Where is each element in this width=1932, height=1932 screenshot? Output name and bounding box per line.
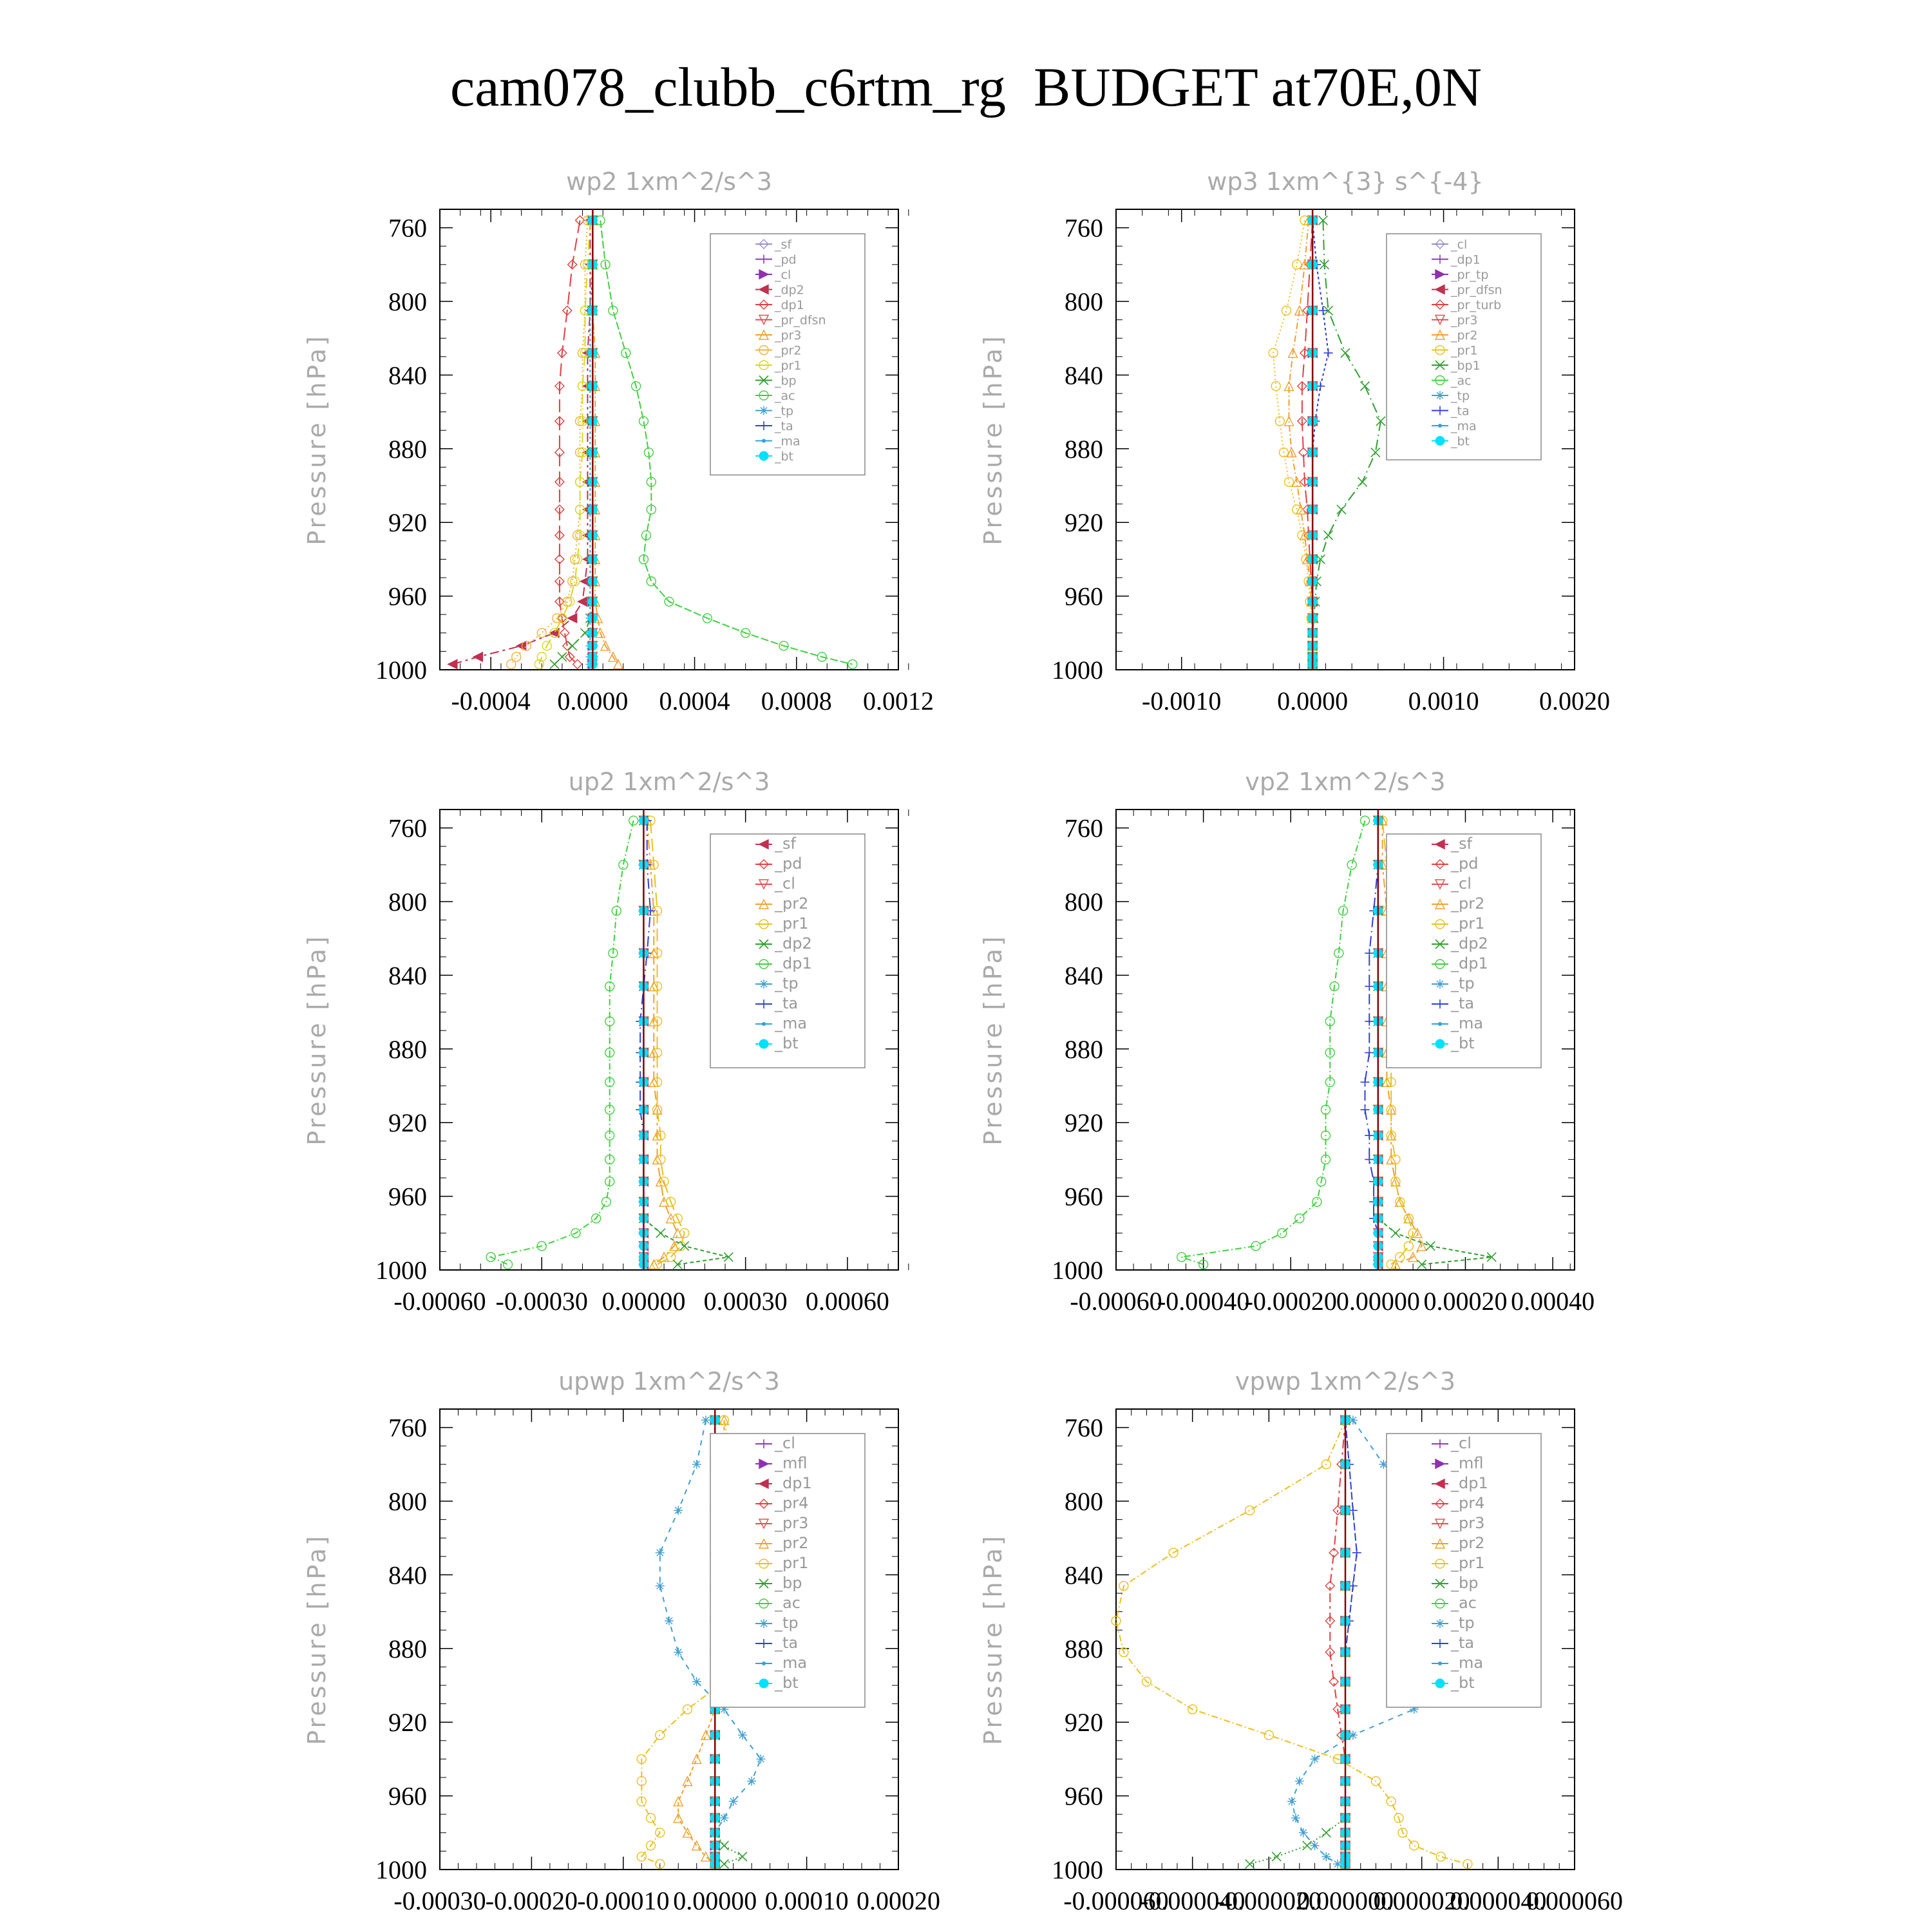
data-point [738, 1730, 747, 1739]
legend-label: _pd [775, 252, 797, 267]
y-tick-label: 920 [1065, 1708, 1103, 1738]
legend-marker [1439, 1023, 1442, 1026]
x-tick-label: 0.0000 [1277, 687, 1349, 715]
legend-label: _bp1 [1451, 359, 1481, 373]
legend-marker [762, 1023, 766, 1026]
x-tick-label: -0.000060 [1063, 1886, 1169, 1915]
y-tick-label: 960 [388, 1182, 427, 1211]
x-tick-label: 0.00000 [673, 1886, 757, 1915]
legend-label: _pd [1451, 855, 1479, 873]
legend-marker [762, 1662, 766, 1665]
legend-marker [1435, 437, 1444, 446]
legend-label: _ta [1451, 1634, 1475, 1652]
data-point [692, 1460, 701, 1469]
legend-label: _pr3 [775, 1514, 809, 1532]
data-point [1321, 1852, 1331, 1861]
legend-label: _ta [775, 994, 799, 1012]
legend-label: _ma [1451, 419, 1477, 433]
series-dp2 [448, 216, 595, 668]
data-point [747, 1777, 756, 1786]
x-tick-label: 0.0000 [557, 687, 629, 715]
legend-label: _dp1 [775, 954, 812, 972]
x-tick-label: 0.00010 [764, 1886, 849, 1915]
legend-label: _cl [1451, 238, 1468, 252]
y-tick-label: 960 [1065, 1182, 1103, 1211]
y-tick-label: 880 [388, 1034, 427, 1064]
legend-label: _pr1 [775, 359, 802, 373]
data-point [656, 1229, 665, 1238]
legend-label: _pr2 [1451, 1534, 1485, 1552]
data-point [1365, 1017, 1374, 1026]
legend-label: _ma [1451, 1654, 1484, 1672]
y-axis-label: Pressure [hPa] [979, 934, 1007, 1146]
legend-label: _dp1 [1451, 954, 1488, 972]
series-line [511, 220, 588, 664]
data-point [1361, 382, 1370, 391]
data-point [1337, 505, 1346, 514]
legend-marker [759, 1039, 768, 1048]
data-point [550, 659, 559, 668]
legend-label: _bt [1451, 1034, 1475, 1052]
y-tick-label: 880 [388, 434, 427, 464]
data-point [738, 1852, 747, 1861]
y-tick-label: 840 [388, 961, 427, 990]
legend-marker [759, 1619, 768, 1628]
data-point [1295, 1777, 1304, 1786]
legend-label: _dp2 [1451, 934, 1488, 952]
y-tick-label: 960 [388, 1781, 427, 1811]
legend-label: _pr2 [775, 343, 802, 358]
y-tick-label: 1000 [1052, 1855, 1103, 1884]
legend-label: _dp1 [775, 298, 804, 312]
data-point [1282, 306, 1291, 315]
data-point [1299, 1828, 1308, 1837]
legend-label: _ac [1451, 374, 1472, 388]
data-point [656, 1582, 665, 1591]
y-tick-label: 880 [388, 1634, 427, 1663]
legend-label: _sf [775, 835, 796, 853]
chart-panel-4 [303, 1367, 940, 1915]
x-tick-label: -0.00060 [1070, 1287, 1162, 1316]
chart-title: up2 1xm^2/s^3 [568, 768, 770, 796]
y-tick-label: 880 [1065, 434, 1103, 464]
series-line [1273, 220, 1312, 664]
y-tick-label: 760 [388, 213, 427, 243]
legend-label: _pr1 [775, 1554, 809, 1572]
x-tick-label: 0.0004 [659, 687, 730, 715]
data-point [1324, 531, 1333, 540]
data-point [1291, 1814, 1300, 1823]
y-tick-label: 840 [388, 1560, 427, 1590]
series-line [1182, 820, 1365, 1264]
legend-label: _tp [775, 974, 799, 992]
y-tick-label: 760 [1065, 1413, 1103, 1443]
x-tick-label: 0.000020 [1373, 1886, 1470, 1915]
x-tick-label: 0.0012 [863, 687, 934, 715]
chart-title: vpwp 1xm^2/s^3 [1235, 1367, 1456, 1396]
y-axis-label: Pressure [hPa] [979, 1533, 1007, 1745]
legend-label: _dp1 [1451, 1474, 1488, 1492]
x-tick-label: -0.000040 [1140, 1886, 1245, 1915]
chart-title: upwp 1xm^2/s^3 [558, 1367, 780, 1396]
data-point [1272, 1852, 1281, 1861]
x-tick-label: 0.000060 [1526, 1886, 1623, 1915]
legend-label: _bp [1451, 1574, 1479, 1592]
data-point [1324, 348, 1333, 357]
legend-marker [759, 451, 768, 460]
data-point [1361, 1077, 1370, 1086]
y-tick-label: 760 [1065, 213, 1103, 243]
legend-label: _sf [1451, 835, 1472, 853]
y-axis-label: Pressure [hPa] [979, 334, 1007, 545]
data-point [729, 1797, 738, 1806]
data-point [692, 1677, 701, 1686]
data-point [1311, 1841, 1320, 1850]
x-tick-label: 0.0020 [1539, 687, 1610, 715]
legend-label: _cl [775, 875, 795, 893]
y-tick-label: 1000 [375, 1855, 427, 1884]
y-tick-label: 1000 [375, 1256, 427, 1285]
legend-label: _pr_tp [1451, 268, 1489, 282]
legend-label: _ta [1451, 404, 1470, 419]
legend-label: _cl [775, 1434, 795, 1452]
data-point [1287, 1797, 1296, 1806]
y-tick-label: 960 [1065, 582, 1103, 611]
series-line [1250, 1420, 1345, 1864]
y-tick-label: 840 [1065, 1560, 1103, 1590]
legend-label: _pr4 [1451, 1494, 1485, 1512]
legend-label: _ac [1451, 1594, 1477, 1612]
legend-label: _dp2 [775, 283, 804, 298]
chart-panel-5 [979, 1367, 1623, 1915]
legend-marker [1435, 980, 1444, 989]
data-point [674, 1648, 683, 1657]
data-point [656, 1548, 665, 1557]
legend-label: _ta [775, 419, 793, 433]
y-axis-label: Pressure [hPa] [303, 1533, 331, 1745]
legend-marker [759, 406, 768, 415]
series-dp1 [486, 816, 638, 1269]
x-tick-label: 0.00030 [703, 1287, 788, 1316]
y-tick-label: 760 [388, 1413, 427, 1443]
legend-label: _ma [1451, 1014, 1484, 1032]
series-line [1312, 220, 1381, 664]
legend-label: _ta [775, 1634, 799, 1652]
legend-label: _sf [775, 238, 792, 252]
data-point [647, 577, 656, 586]
data-point [1278, 1229, 1287, 1238]
x-tick-label: -0.0004 [451, 687, 531, 715]
series-dp1 [1177, 816, 1370, 1269]
x-tick-label: 0.000000 [1297, 1886, 1394, 1915]
series-line [650, 820, 685, 1264]
data-point [1365, 1131, 1374, 1140]
data-point [568, 577, 577, 586]
legend-marker [1435, 1039, 1444, 1048]
data-point [507, 659, 516, 668]
x-tick-label: 0.00040 [1511, 1287, 1595, 1316]
legend-marker [759, 980, 768, 989]
data-point [1347, 860, 1356, 869]
legend-label: _pr3 [1451, 1514, 1485, 1532]
data-point [1295, 1214, 1304, 1223]
legend-label: _ma [775, 1014, 808, 1032]
legend-label: _tp [775, 404, 794, 419]
legend-label: _pr3 [775, 328, 802, 343]
legend-label: _cl [775, 268, 791, 282]
legend-marker [762, 439, 766, 442]
y-tick-label: 760 [388, 813, 427, 843]
y-tick-label: 800 [1065, 287, 1103, 316]
legend-label: _pr2 [775, 895, 809, 913]
y-tick-label: 880 [1065, 1034, 1103, 1064]
data-point [719, 1814, 728, 1823]
y-tick-label: 1000 [375, 656, 427, 685]
chart-title: vp2 1xm^2/s^3 [1245, 768, 1446, 796]
series-bp [1245, 1416, 1350, 1868]
data-point [571, 577, 580, 586]
legend-label: _bt [775, 1674, 799, 1692]
data-point [568, 641, 577, 650]
y-tick-label: 920 [1065, 508, 1103, 538]
data-point [1358, 477, 1367, 486]
legend-label: _bp [775, 374, 797, 388]
data-point [701, 1416, 710, 1425]
legend-label: _cl [1451, 1434, 1472, 1452]
data-point [1365, 1048, 1374, 1057]
data-point [1391, 1229, 1400, 1238]
y-tick-label: 960 [1065, 1781, 1103, 1811]
legend-label: _pr2 [1451, 328, 1478, 343]
data-point [1404, 1242, 1413, 1251]
y-tick-label: 800 [388, 287, 427, 316]
legend-marker [1435, 391, 1444, 400]
legend-label: _pr1 [775, 914, 809, 933]
legend-label: _pr_turb [1451, 298, 1502, 312]
y-tick-label: 920 [388, 1108, 427, 1138]
chart-panel-2 [303, 768, 909, 1316]
legend-label: _tp [1451, 389, 1470, 403]
legend-label: _pr4 [775, 1494, 809, 1512]
legend-label: _dp1 [775, 1474, 812, 1492]
x-tick-label: -0.00020 [1244, 1287, 1337, 1316]
y-tick-label: 1000 [1052, 1256, 1103, 1285]
data-point [1318, 306, 1327, 315]
legend-label: _ma [775, 434, 800, 449]
chart-panel-3 [979, 768, 1595, 1316]
x-tick-label: 0.00000 [601, 1287, 686, 1316]
data-point [1245, 1506, 1255, 1515]
legend-label: _mfl [1451, 1454, 1484, 1472]
y-tick-label: 800 [388, 1487, 427, 1516]
data-point [665, 1616, 674, 1625]
data-point [701, 1730, 710, 1739]
data-point [647, 1814, 656, 1823]
x-tick-label: -0.00030 [495, 1287, 588, 1316]
legend-label: _pr3 [1451, 313, 1478, 328]
legend-label: _mfl [775, 1454, 808, 1472]
y-tick-label: 800 [1065, 887, 1103, 916]
legend-label: _pd [775, 855, 802, 873]
legend-label: _pr1 [1451, 914, 1485, 933]
y-axis-label: Pressure [hPa] [303, 334, 331, 545]
x-tick-label: 0.000040 [1450, 1886, 1547, 1915]
legend-marker [1439, 1662, 1442, 1665]
data-point [1341, 348, 1350, 357]
data-point [1365, 982, 1374, 991]
legend-label: _bt [1451, 1674, 1475, 1692]
x-tick-label: 0.0008 [761, 687, 832, 715]
y-tick-label: 920 [388, 1708, 427, 1738]
chart-panel-1 [979, 167, 1610, 715]
legend-label: _bp [775, 1574, 802, 1592]
y-tick-label: 1000 [1052, 656, 1103, 685]
series-line [491, 820, 634, 1264]
legend-label: _pr1 [1451, 343, 1478, 358]
data-point [692, 1754, 701, 1763]
data-point [1321, 1828, 1331, 1837]
y-tick-label: 920 [388, 508, 427, 538]
legend-label: _pr_dfsn [1451, 283, 1502, 298]
figure-title: cam078_clubb_c6rtm_rg BUDGET at70E,0N [450, 56, 1482, 118]
data-point [503, 1260, 512, 1269]
data-point [756, 1754, 765, 1763]
legend-label: _ta [1451, 994, 1475, 1012]
y-tick-label: 840 [1065, 961, 1103, 990]
legend-label: _bt [775, 450, 794, 464]
data-point [448, 659, 457, 668]
legend-marker [759, 1679, 768, 1688]
x-tick-label: -0.000020 [1216, 1886, 1321, 1915]
x-tick-label: -0.00010 [577, 1886, 670, 1915]
y-tick-label: 800 [1065, 1487, 1103, 1516]
data-point [1365, 1155, 1374, 1164]
x-tick-label: -0.00020 [485, 1886, 578, 1915]
legend-label: _dp2 [775, 934, 812, 952]
x-tick-label: -0.00040 [1157, 1287, 1250, 1316]
data-point [1293, 260, 1302, 269]
data-point [568, 614, 577, 623]
legend-label: _bt [1451, 434, 1470, 449]
legend-label: _tp [1451, 974, 1475, 992]
data-point [1311, 1754, 1320, 1763]
data-point [1365, 949, 1374, 958]
data-point [719, 1859, 728, 1868]
data-point [1352, 1548, 1361, 1557]
x-tick-label: -0.00060 [393, 1287, 486, 1316]
legend-label: _ac [775, 389, 795, 403]
legend-label: _dp1 [1451, 252, 1481, 267]
x-tick-label: -0.00030 [393, 1886, 486, 1915]
legend-marker [1435, 1619, 1444, 1628]
data-point [1361, 1105, 1370, 1114]
data-point [674, 1506, 683, 1515]
chart-title: wp2 1xm^2/s^3 [566, 167, 772, 196]
data-point [537, 629, 546, 638]
x-tick-label: 0.00020 [1423, 1287, 1508, 1316]
x-tick-label: -0.0010 [1142, 687, 1222, 715]
x-tick-label: 0.0010 [1408, 687, 1479, 715]
legend-label: _tp [1451, 1614, 1475, 1632]
legend-label: _tp [775, 1614, 799, 1632]
legend-label: _pr2 [1451, 895, 1485, 913]
y-tick-label: 920 [1065, 1108, 1103, 1138]
legend-label: _pr1 [1451, 1554, 1485, 1572]
data-point [1264, 1730, 1273, 1739]
y-tick-label: 840 [1065, 361, 1103, 390]
legend-label: _bt [775, 1034, 799, 1052]
legend-label: _pr_dfsn [775, 313, 826, 328]
data-point [517, 641, 526, 650]
y-tick-label: 840 [388, 361, 427, 390]
x-tick-label: 0.00020 [857, 1886, 940, 1915]
x-tick-label: 0.00060 [805, 1287, 889, 1316]
data-point [1436, 1852, 1445, 1861]
y-tick-label: 960 [388, 582, 427, 611]
legend-label: _pr2 [775, 1534, 809, 1552]
chart-title: wp3 1xm^{3} s^{-4} [1207, 167, 1484, 196]
y-tick-label: 880 [1065, 1634, 1103, 1663]
data-point [1410, 1841, 1419, 1850]
y-tick-label: 760 [1065, 813, 1103, 843]
legend-marker [1439, 424, 1442, 428]
y-axis-label: Pressure [hPa] [303, 934, 331, 1146]
data-point [473, 652, 482, 661]
x-tick-label: 0.00000 [1336, 1287, 1420, 1316]
data-point [1312, 1197, 1321, 1206]
chart-panel-0 [303, 167, 934, 715]
data-point [1245, 1859, 1255, 1868]
data-point [719, 1841, 728, 1850]
legend-label: _ac [775, 1594, 800, 1612]
y-tick-label: 800 [388, 887, 427, 916]
legend-label: _cl [1451, 875, 1472, 893]
legend-marker [1435, 1679, 1444, 1688]
legend-label: _ma [775, 1654, 808, 1672]
